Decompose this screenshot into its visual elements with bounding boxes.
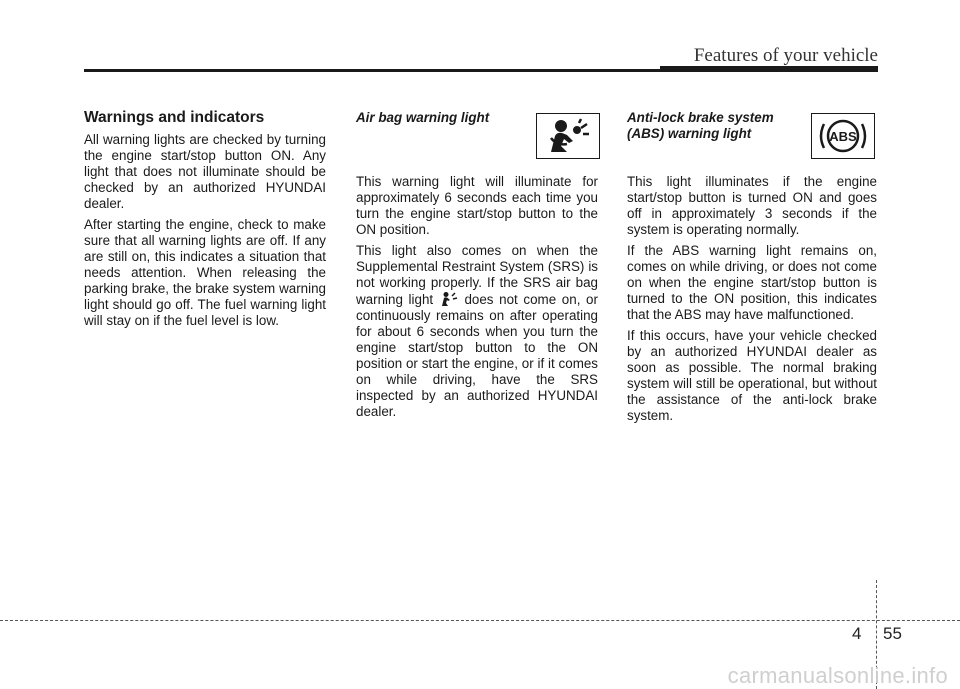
section-heading: Warnings and indicators xyxy=(84,109,265,126)
airbag-inline-icon xyxy=(440,291,458,307)
paragraph-text: does not come on, or continuously remains on after operating for about 6 seconds when you turn the engine start/stop button to the ON position or start the engine, or if it comes on while driving, have the SRS inspected by an authorized HYUNDAI dealer. xyxy=(356,292,598,419)
abs-icon-label: ABS xyxy=(829,129,857,144)
paragraph: All warning lights are checked by turning the engine start/stop button ON. Any light that does not illuminate should be checked by an authorized HYUNDAI dealer. xyxy=(84,132,326,211)
paragraph-text: This light also comes on when the Supplemental Restraint System (SRS) is not working properly. If the SRS air bag warning light xyxy=(356,243,598,307)
paragraph xyxy=(356,243,598,420)
paragraph: After starting the engine, check to make sure that all warning lights are off. If any are still on, this indicates a situation that needs attention. When releasing the parking brake, the brake system warning light should go off. The fuel warning light will stay on if the fuel level is low. xyxy=(84,217,326,328)
column-airbag xyxy=(356,110,598,425)
subsection-heading: Anti-lock brake system (ABS) warning light xyxy=(627,110,774,141)
airbag-warning-icon-box xyxy=(536,113,600,159)
column-abs xyxy=(627,110,877,429)
header-accent-bar xyxy=(660,66,878,72)
paragraph: This light illuminates if the engine start/stop button is turned ON and goes off in approximately 3 seconds if the system is operating normally. xyxy=(627,174,877,237)
page-header-title: Features of your vehicle xyxy=(693,45,878,66)
page-number: 55 xyxy=(883,624,902,643)
watermark: carmanualsonline.info xyxy=(727,663,948,688)
column-warnings xyxy=(84,110,326,334)
abs-title-row xyxy=(627,110,877,174)
abs-warning-icon-box xyxy=(811,113,875,159)
paragraph: If the ABS warning light remains on, comes on while driving, or does not come on when the engine start/stop button is turned to the ON position, this indicates that the ABS may have malfunctioned. xyxy=(627,243,877,322)
paragraph: This warning light will illuminate for approximately 6 seconds each time you turn the engine start/stop button to the ON position. xyxy=(356,174,598,237)
footer-divider xyxy=(0,620,960,621)
chapter-number: 4 xyxy=(852,624,862,643)
airbag-title-row xyxy=(356,110,598,174)
airbag-icon xyxy=(537,114,599,158)
subsection-heading: Air bag warning light xyxy=(356,110,490,125)
abs-icon xyxy=(812,114,874,158)
paragraph: If this occurs, have your vehicle checked by an authorized HYUNDAI dealer as soon as possible. The normal braking system will still be operational, but without the assistance of the anti-lock brake system. xyxy=(627,328,877,423)
